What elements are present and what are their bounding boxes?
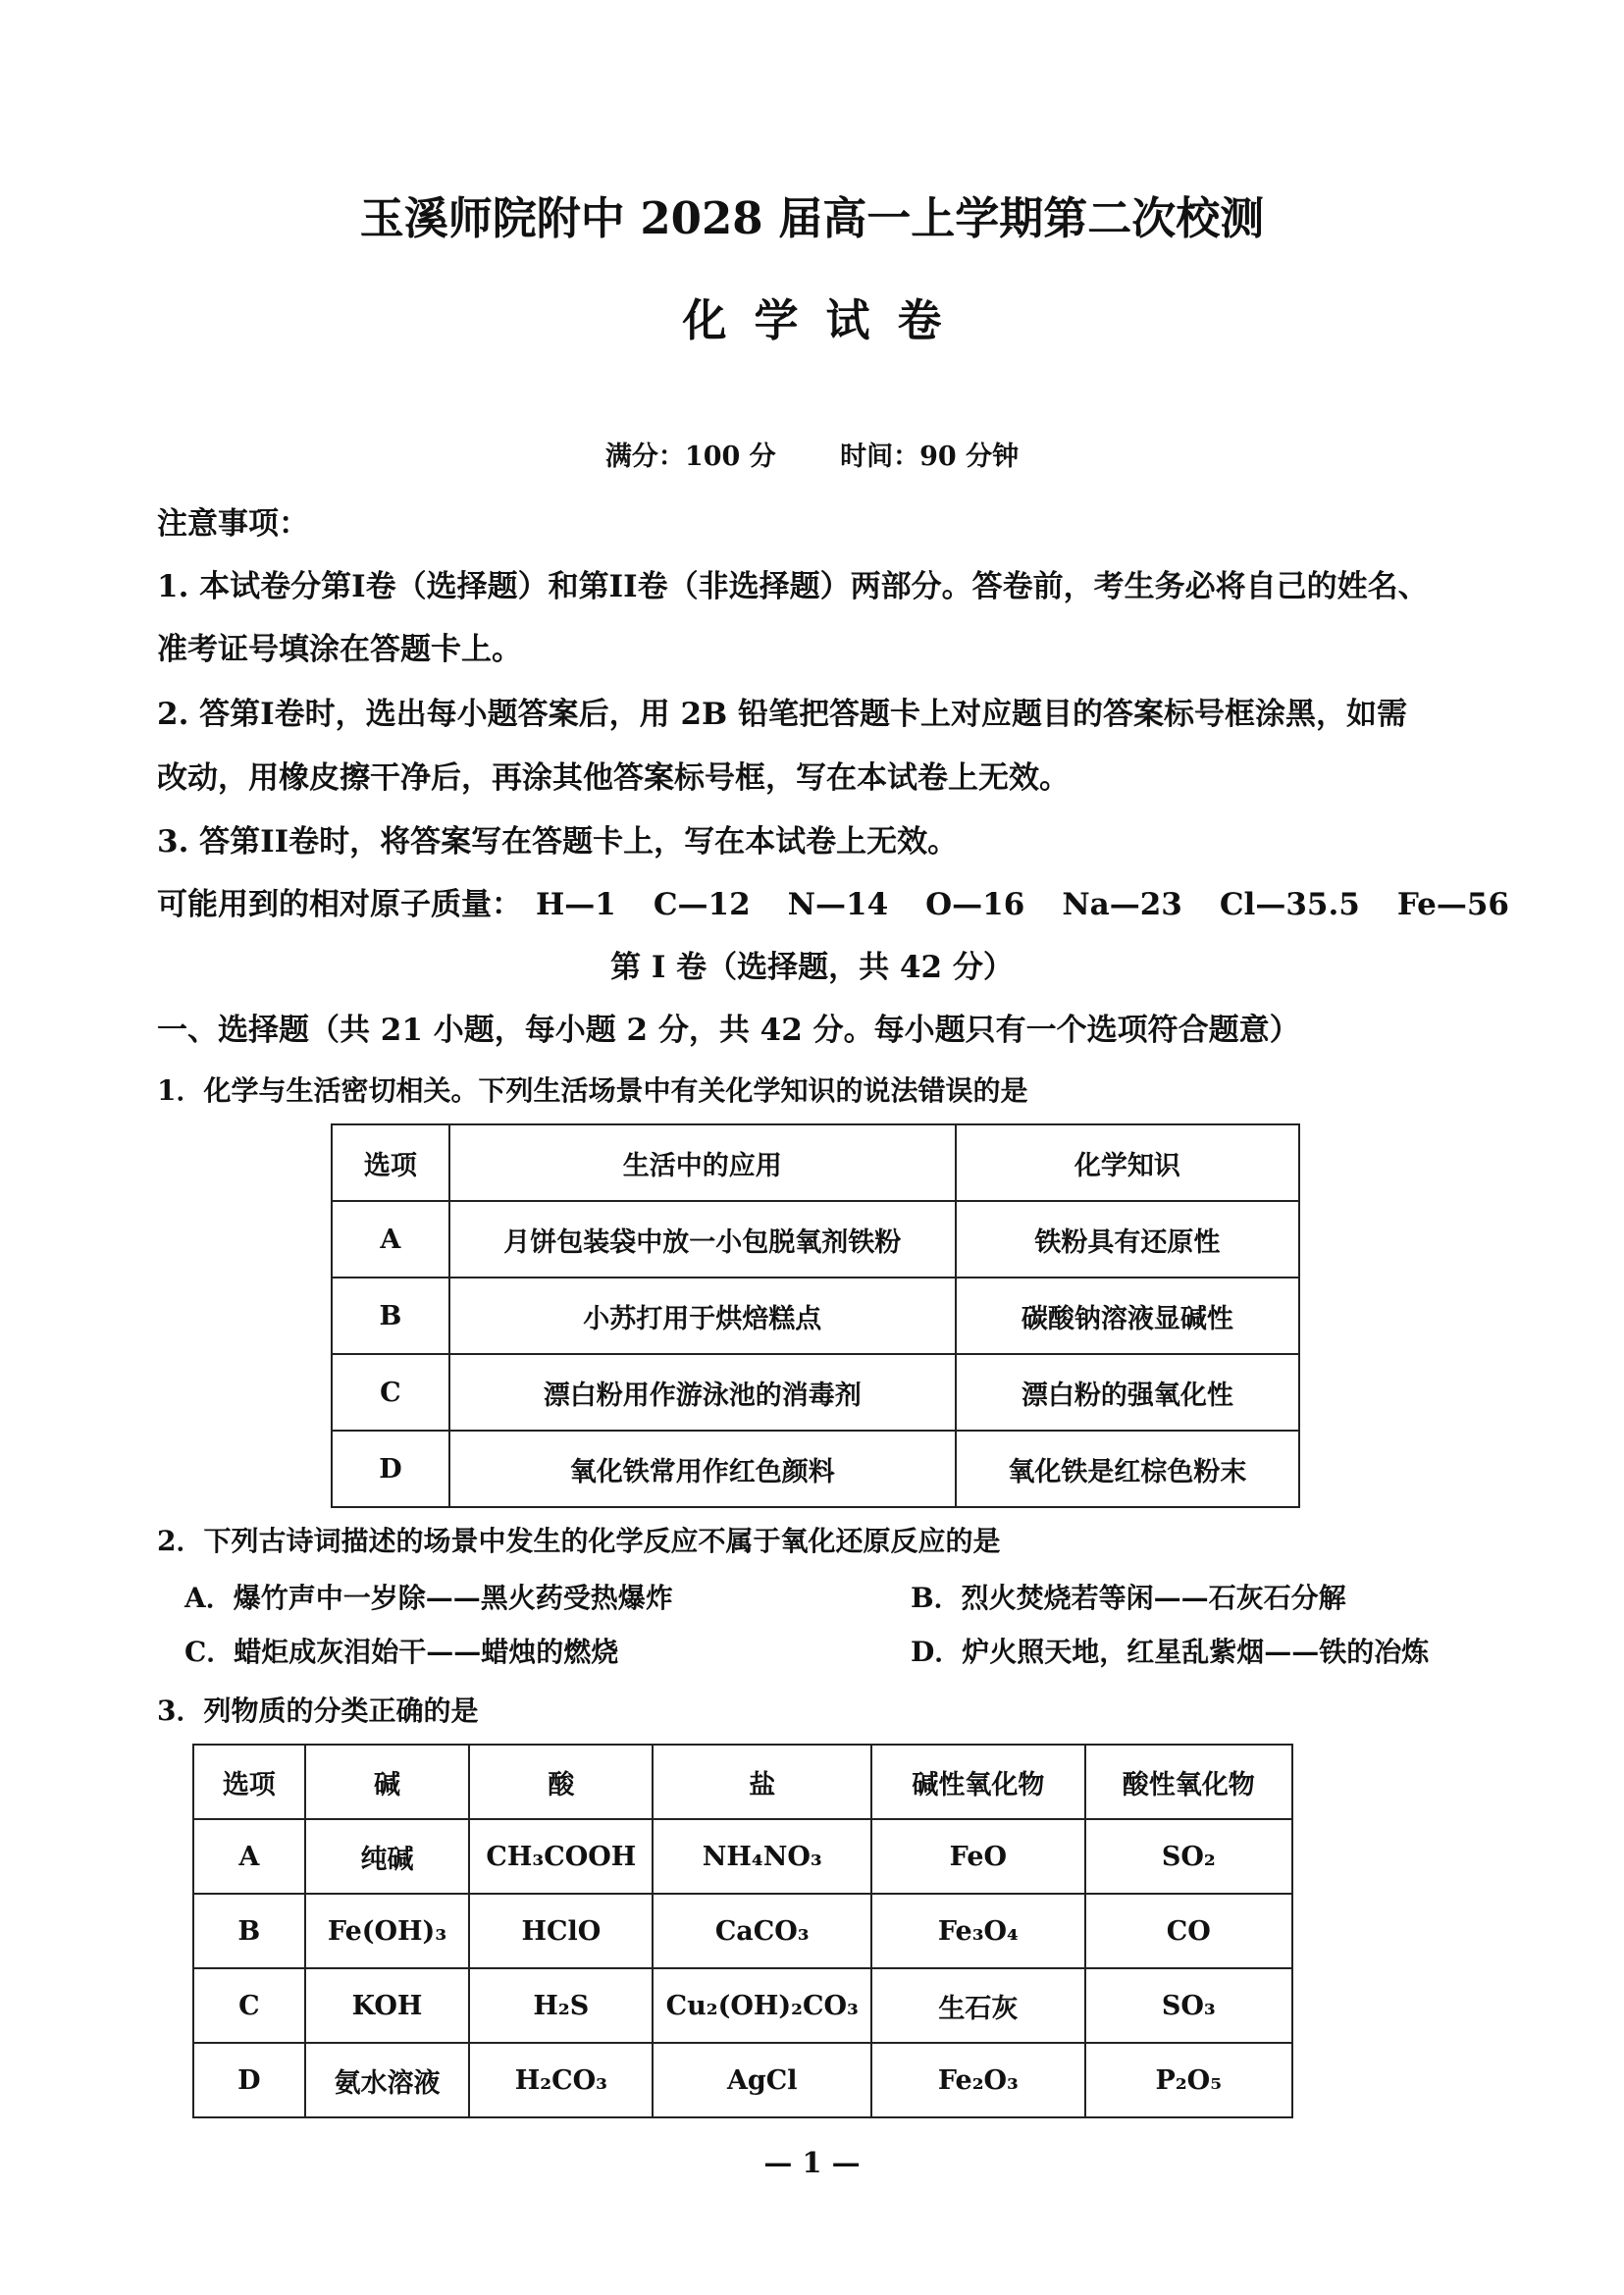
table-header-cell: 生活中的应用 — [449, 1124, 956, 1201]
atomic-mass-item: O—16 — [925, 887, 1025, 922]
table-cell: CO — [1085, 1894, 1292, 1968]
note-2a: 2. 答第I卷时，选出每小题答案后，用 2B 铅笔把答题卡上对应题目的答案标号框涂黑，如需 — [157, 697, 1408, 732]
table-cell: SO₂ — [1085, 1819, 1292, 1894]
question-1-stem: 1．化学与生活密切相关。下列生活场景中有关化学知识的说法错误的是 — [157, 1074, 1028, 1107]
table-cell: H₂CO₃ — [469, 2043, 653, 2117]
question-1-table — [331, 1123, 1300, 1508]
table-cell: 铁粉具有还原性 — [956, 1201, 1299, 1278]
exam-title: 玉溪师院附中 2028 届高一上学期第二次校测 — [359, 192, 1265, 244]
question-2-option-a: A．爆竹声中一岁除——黑火药受热爆炸 — [184, 1582, 673, 1614]
question-3-stem: 3．列物质的分类正确的是 — [157, 1695, 479, 1727]
note-1b: 准考证号填涂在答题卡上。 — [157, 632, 522, 667]
table-cell: Cu₂(OH)₂CO₃ — [653, 1968, 871, 2043]
table-cell: 生石灰 — [871, 1968, 1084, 2043]
subject-title: 化学试卷 — [682, 294, 969, 346]
table-cell: 碳酸钠溶液显碱性 — [956, 1278, 1299, 1354]
table-cell: Fe₂O₃ — [871, 2043, 1084, 2117]
table-cell: KOH — [305, 1968, 470, 2043]
table-cell: CH₃COOH — [469, 1819, 653, 1894]
table-cell: 纯碱 — [305, 1819, 470, 1894]
question-3-table — [192, 1744, 1293, 2118]
table-cell: 月饼包装袋中放一小包脱氧剂铁粉 — [449, 1201, 956, 1278]
table-cell: NH₄NO₃ — [653, 1819, 871, 1894]
section-title: 第 I 卷（选择题，共 42 分） — [610, 950, 1014, 985]
exam-time: 时间：90 分钟 — [840, 442, 1020, 472]
table-cell: FeO — [871, 1819, 1084, 1894]
atomic-mass-item: H—1 — [536, 887, 616, 922]
table-cell: B — [332, 1278, 449, 1354]
question-2-option-b: B．烈火焚烧若等闲——石灰石分解 — [911, 1582, 1346, 1614]
table-cell: 漂白粉用作游泳池的消毒剂 — [449, 1354, 956, 1431]
table-header-cell: 盐 — [653, 1745, 871, 1819]
question-2-option-c: C．蜡炬成灰泪始干——蜡烛的燃烧 — [184, 1636, 619, 1668]
table-cell: D — [193, 2043, 305, 2117]
atomic-mass-item: C—12 — [653, 887, 751, 922]
table-row — [332, 1278, 1299, 1354]
table-row — [332, 1431, 1299, 1507]
table-row — [332, 1354, 1299, 1431]
table-cell: 氨水溶液 — [305, 2043, 470, 2117]
table-cell: 氧化铁是红棕色粉末 — [956, 1431, 1299, 1507]
table-header-row — [193, 1745, 1292, 1819]
table-cell: 小苏打用于烘焙糕点 — [449, 1278, 956, 1354]
table-cell: Fe₃O₄ — [871, 1894, 1084, 1968]
table-cell: A — [193, 1819, 305, 1894]
atomic-mass-label: 可能用到的相对原子质量： — [157, 887, 522, 922]
question-2-option-d: D．炉火照天地，红星乱紫烟——铁的冶炼 — [911, 1636, 1430, 1668]
table-cell: 漂白粉的强氧化性 — [956, 1354, 1299, 1431]
table-cell: P₂O₅ — [1085, 2043, 1292, 2117]
table-cell: C — [332, 1354, 449, 1431]
exam-meta — [0, 435, 1624, 473]
table-row — [193, 1968, 1292, 2043]
table-cell: AgCl — [653, 2043, 871, 2117]
table-header-cell: 碱 — [305, 1745, 470, 1819]
full-score: 满分：100 分 — [604, 442, 776, 472]
atomic-mass-item: Na—23 — [1062, 887, 1182, 922]
page-number: — 1 — — [763, 2146, 861, 2179]
table-row — [332, 1201, 1299, 1278]
table-cell: H₂S — [469, 1968, 653, 2043]
table-cell: B — [193, 1894, 305, 1968]
note-3: 3. 答第II卷时，将答案写在答题卡上，写在本试卷上无效。 — [157, 824, 959, 860]
table-cell: HClO — [469, 1894, 653, 1968]
atomic-mass-line — [157, 879, 1546, 923]
table-row — [193, 1819, 1292, 1894]
table-cell: 氧化铁常用作红色颜料 — [449, 1431, 956, 1507]
table-cell: C — [193, 1968, 305, 2043]
atomic-mass-item: N—14 — [787, 887, 889, 922]
atomic-mass-item: Fe—56 — [1396, 887, 1510, 922]
table-header-cell: 化学知识 — [956, 1124, 1299, 1201]
table-row — [193, 2043, 1292, 2117]
table-cell: A — [332, 1201, 449, 1278]
table-cell: CaCO₃ — [653, 1894, 871, 1968]
table-cell: SO₃ — [1085, 1968, 1292, 2043]
table-cell: D — [332, 1431, 449, 1507]
question-2-stem: 2．下列古诗词描述的场景中发生的化学反应不属于氧化还原反应的是 — [157, 1525, 1001, 1557]
table-header-cell: 酸 — [469, 1745, 653, 1819]
table-cell: Fe(OH)₃ — [305, 1894, 470, 1968]
table-header-cell: 选项 — [332, 1124, 449, 1201]
part-one-heading: 一、选择题（共 21 小题，每小题 2 分，共 42 分。每小题只有一个选项符合题意） — [157, 1013, 1300, 1048]
table-header-row — [332, 1124, 1299, 1201]
table-header-cell: 酸性氧化物 — [1085, 1745, 1292, 1819]
atomic-mass-item: Cl—35.5 — [1219, 887, 1360, 922]
notes-heading: 注意事项： — [157, 506, 309, 542]
note-1a: 1. 本试卷分第I卷（选择题）和第II卷（非选择题）两部分。答卷前，考生务必将自己的姓名、 — [157, 569, 1429, 604]
table-header-cell: 选项 — [193, 1745, 305, 1819]
table-header-cell: 碱性氧化物 — [871, 1745, 1084, 1819]
table-row — [193, 1894, 1292, 1968]
note-2b: 改动，用橡皮擦干净后，再涂其他答案标号框，写在本试卷上无效。 — [157, 760, 1070, 796]
